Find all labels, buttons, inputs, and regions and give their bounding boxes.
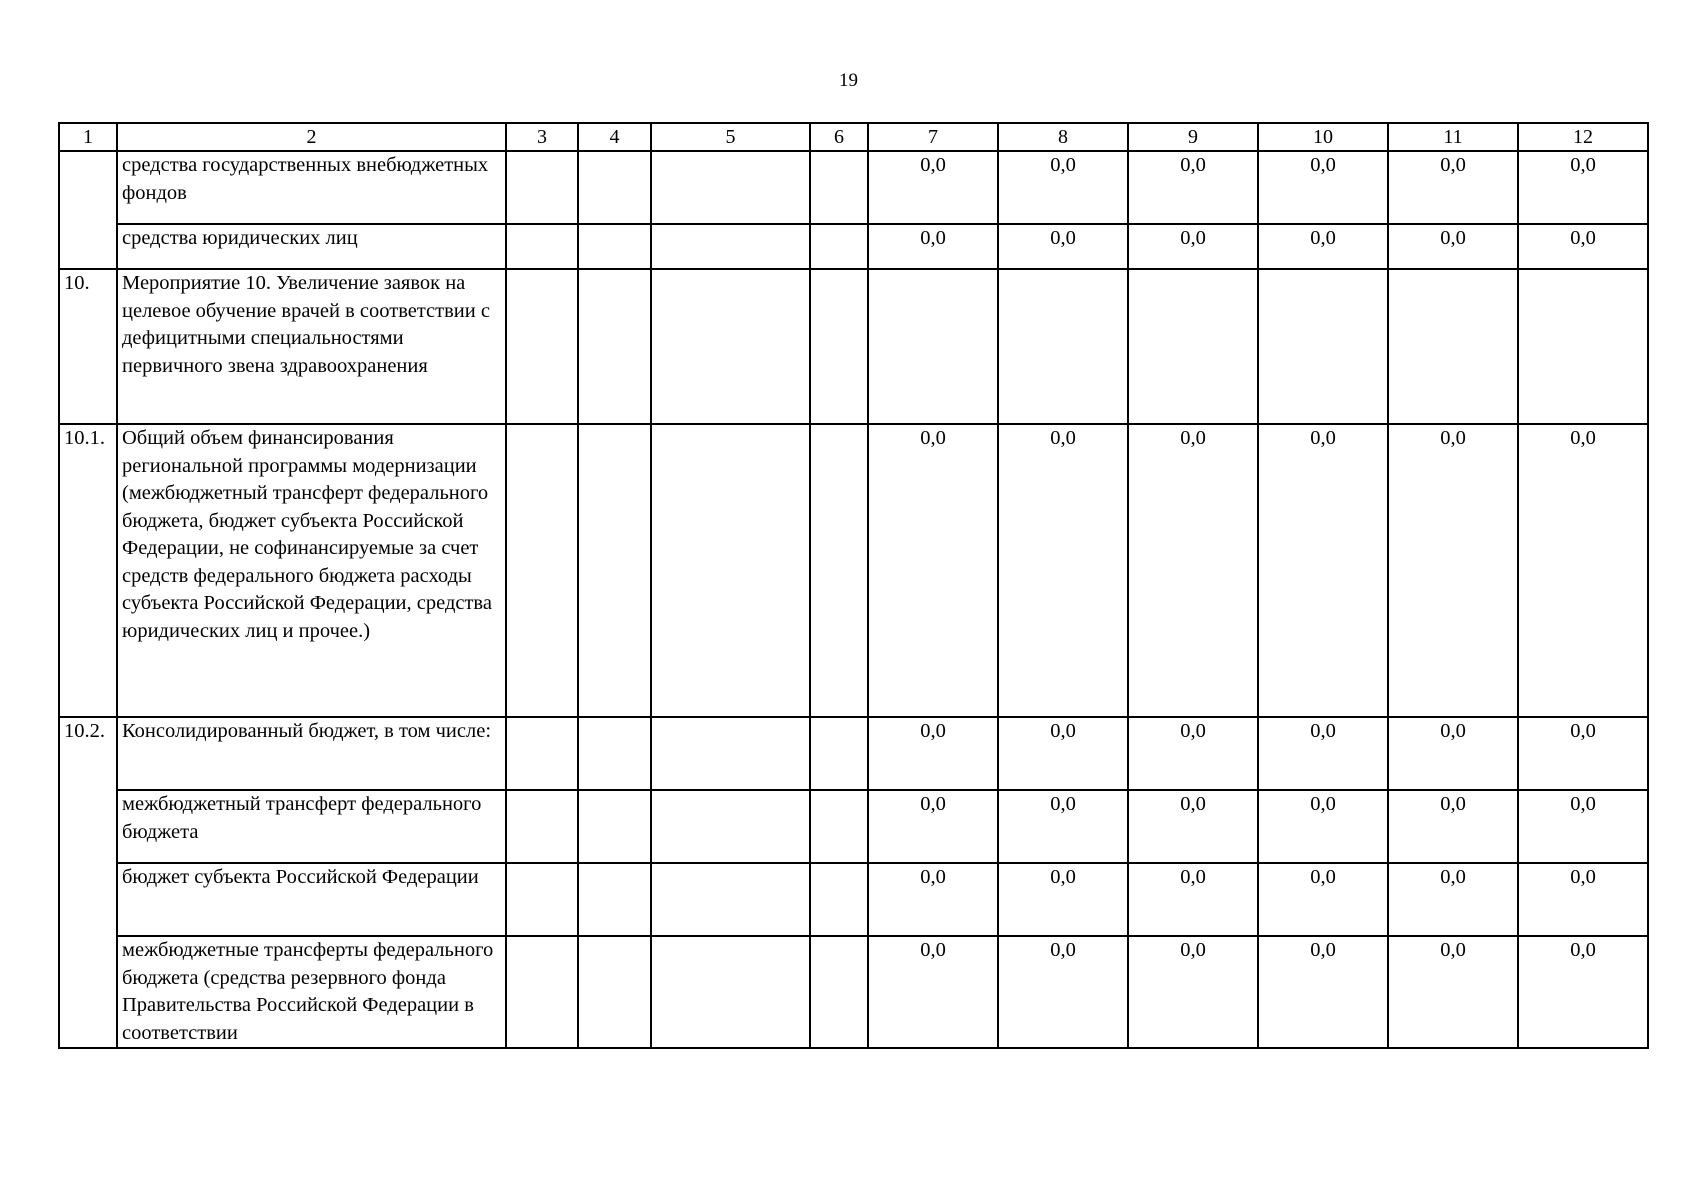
- value-cell: [1128, 269, 1258, 424]
- value-cell: 0,0: [868, 717, 998, 790]
- empty-cell: [810, 863, 868, 936]
- column-number: 3: [506, 123, 578, 151]
- value-cell: 0,0: [1258, 424, 1388, 717]
- empty-cell: [578, 717, 651, 790]
- column-number: 7: [868, 123, 998, 151]
- value-cell: 0,0: [868, 424, 998, 717]
- empty-cell: [506, 863, 578, 936]
- column-number: 10: [1258, 123, 1388, 151]
- table-row: [59, 717, 1648, 790]
- value-cell: 0,0: [1388, 936, 1518, 1048]
- table-row: [59, 936, 1648, 1048]
- empty-cell: [810, 790, 868, 863]
- empty-cell: [578, 790, 651, 863]
- value-cell: 0,0: [1518, 717, 1648, 790]
- column-number: 9: [1128, 123, 1258, 151]
- value-cell: 0,0: [1128, 224, 1258, 269]
- empty-cell: [651, 717, 810, 790]
- empty-cell: [810, 224, 868, 269]
- empty-cell: [506, 224, 578, 269]
- value-cell: 0,0: [1518, 224, 1648, 269]
- page-number: 19: [839, 70, 858, 91]
- value-cell: 0,0: [1388, 790, 1518, 863]
- empty-cell: [810, 717, 868, 790]
- row-description: Общий объем финансирования региональной программы модернизации (межбюджетный трансферт федерального бюджета, бюджет субъекта Российской Федерации, не софинансируемые за счет средств федерального бюджета расходы субъекта Российской Федерации, средства юридических лиц и прочее.): [117, 424, 506, 717]
- table-row: [59, 790, 1648, 863]
- value-cell: 0,0: [1258, 863, 1388, 936]
- column-number: 1: [59, 123, 117, 151]
- empty-cell: [506, 790, 578, 863]
- row-description: средства государственных внебюджетных фондов: [117, 151, 506, 224]
- value-cell: 0,0: [1258, 224, 1388, 269]
- empty-cell: [651, 863, 810, 936]
- value-cell: [1388, 269, 1518, 424]
- row-description: бюджет субъекта Российской Федерации: [117, 863, 506, 936]
- empty-cell: [506, 424, 578, 717]
- value-cell: 0,0: [868, 224, 998, 269]
- value-cell: 0,0: [868, 863, 998, 936]
- value-cell: 0,0: [1388, 151, 1518, 224]
- financing-table: [58, 122, 1649, 1049]
- empty-cell: [506, 936, 578, 1048]
- empty-cell: [578, 269, 651, 424]
- value-cell: [998, 269, 1128, 424]
- value-cell: 0,0: [998, 151, 1128, 224]
- row-description: межбюджетный трансферт федерального бюджета: [117, 790, 506, 863]
- empty-cell: [506, 269, 578, 424]
- empty-cell: [578, 151, 651, 224]
- empty-cell: [651, 936, 810, 1048]
- empty-cell: [578, 424, 651, 717]
- value-cell: 0,0: [1258, 790, 1388, 863]
- empty-cell: [578, 863, 651, 936]
- value-cell: 0,0: [998, 717, 1128, 790]
- value-cell: 0,0: [868, 151, 998, 224]
- value-cell: 0,0: [998, 936, 1128, 1048]
- column-number: 6: [810, 123, 868, 151]
- value-cell: 0,0: [1128, 424, 1258, 717]
- value-cell: 0,0: [1518, 790, 1648, 863]
- empty-cell: [506, 717, 578, 790]
- empty-cell: [810, 424, 868, 717]
- value-cell: 0,0: [1518, 424, 1648, 717]
- empty-cell: [578, 224, 651, 269]
- empty-cell: [651, 269, 810, 424]
- empty-cell: [810, 936, 868, 1048]
- table-row: [59, 863, 1648, 936]
- empty-cell: [651, 790, 810, 863]
- value-cell: 0,0: [1128, 151, 1258, 224]
- value-cell: 0,0: [998, 790, 1128, 863]
- value-cell: 0,0: [1258, 717, 1388, 790]
- value-cell: 0,0: [868, 790, 998, 863]
- empty-cell: [651, 151, 810, 224]
- column-number-row: [59, 123, 1648, 151]
- row-description: межбюджетные трансферты федерального бюджета (средства резервного фонда Правительства Российской Федерации в соответствии: [117, 936, 506, 1048]
- column-number: 4: [578, 123, 651, 151]
- row-description: Мероприятие 10. Увеличение заявок на целевое обучение врачей в соответствии с дефицитными специальностями первичного звена здравоохранения: [117, 269, 506, 424]
- column-number: 5: [651, 123, 810, 151]
- table-row: [59, 424, 1648, 717]
- value-cell: 0,0: [1128, 863, 1258, 936]
- empty-cell: [651, 224, 810, 269]
- empty-cell: [578, 936, 651, 1048]
- value-cell: 0,0: [1388, 863, 1518, 936]
- value-cell: [1258, 269, 1388, 424]
- column-number: 11: [1388, 123, 1518, 151]
- empty-cell: [810, 151, 868, 224]
- row-description: средства юридических лиц: [117, 224, 506, 269]
- value-cell: 0,0: [1518, 151, 1648, 224]
- value-cell: 0,0: [868, 936, 998, 1048]
- empty-cell: [651, 424, 810, 717]
- row-index: 10.2.: [59, 717, 117, 1048]
- table-row: [59, 269, 1648, 424]
- value-cell: 0,0: [1128, 717, 1258, 790]
- column-number: 8: [998, 123, 1128, 151]
- empty-cell: [506, 151, 578, 224]
- column-number: 2: [117, 123, 506, 151]
- value-cell: 0,0: [1128, 790, 1258, 863]
- empty-cell: [810, 269, 868, 424]
- value-cell: 0,0: [1258, 936, 1388, 1048]
- value-cell: 0,0: [1518, 936, 1648, 1048]
- value-cell: 0,0: [1518, 863, 1648, 936]
- value-cell: [1518, 269, 1648, 424]
- value-cell: 0,0: [1388, 424, 1518, 717]
- value-cell: 0,0: [1388, 717, 1518, 790]
- row-description: Консолидированный бюджет, в том числе:: [117, 717, 506, 790]
- row-index: 10.1.: [59, 424, 117, 717]
- row-index: [59, 151, 117, 269]
- column-number: 12: [1518, 123, 1648, 151]
- value-cell: [868, 269, 998, 424]
- value-cell: 0,0: [998, 863, 1128, 936]
- table-row: [59, 151, 1648, 224]
- value-cell: 0,0: [1128, 936, 1258, 1048]
- value-cell: 0,0: [1388, 224, 1518, 269]
- value-cell: 0,0: [998, 224, 1128, 269]
- table-row: [59, 224, 1648, 269]
- value-cell: 0,0: [998, 424, 1128, 717]
- value-cell: 0,0: [1258, 151, 1388, 224]
- row-index: 10.: [59, 269, 117, 424]
